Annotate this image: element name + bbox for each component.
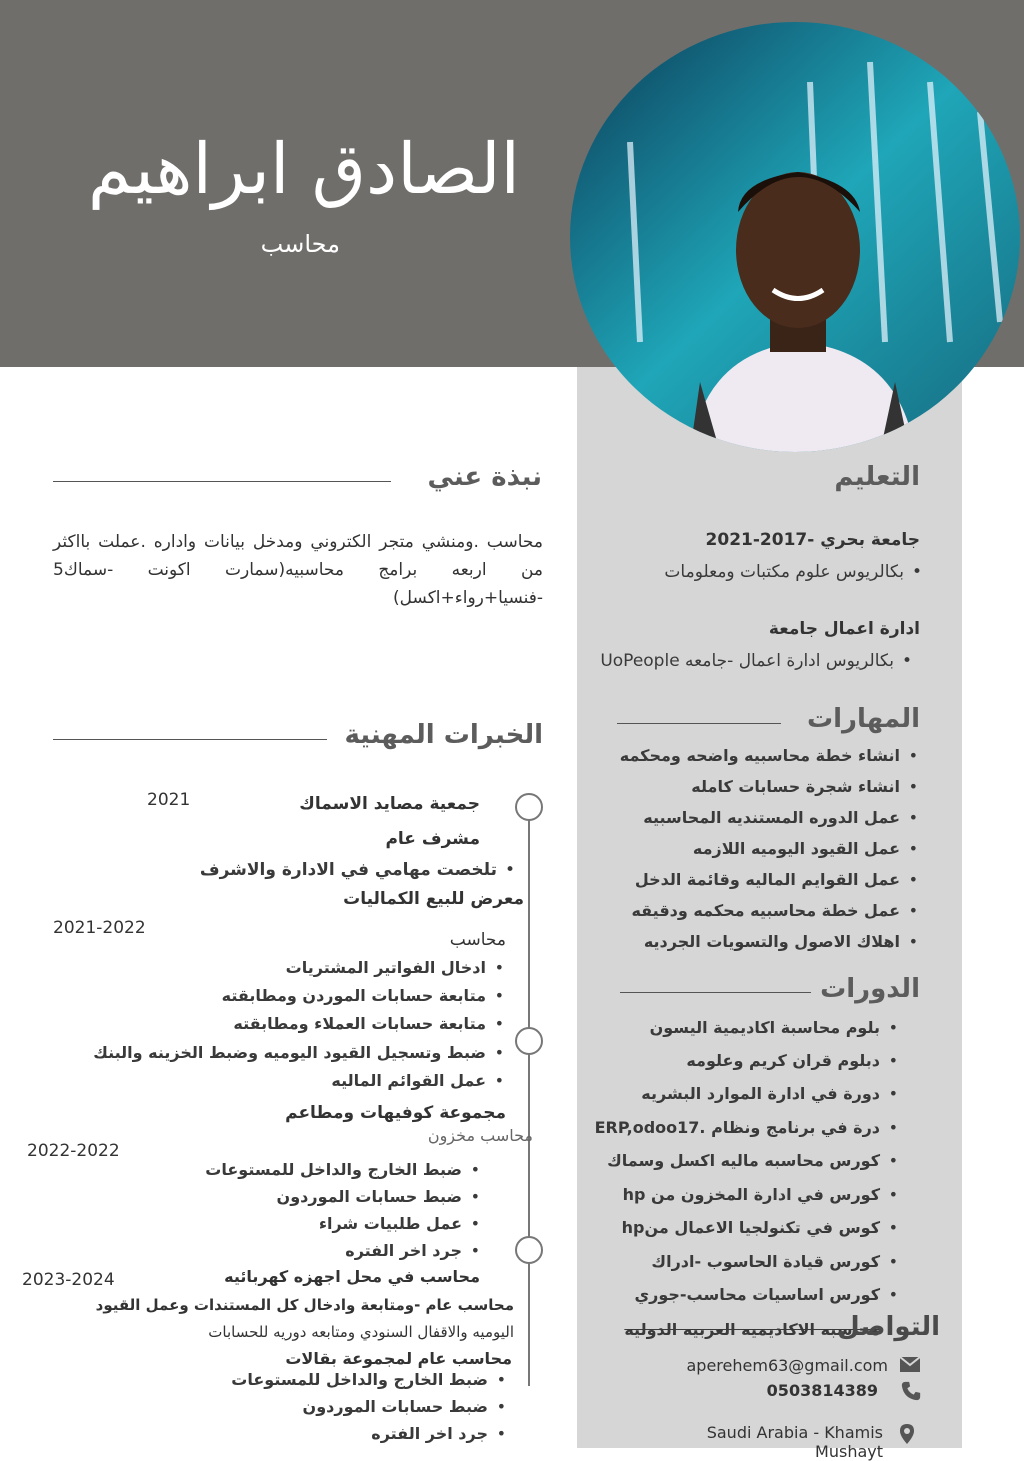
profile-job-title: محاسب: [260, 230, 340, 258]
job-year: 2023-2024: [22, 1270, 115, 1290]
education-entry-title: ادارة اعمال جامعة: [768, 619, 920, 639]
job-year: 2021-2022: [53, 918, 146, 938]
about-heading: نبذة عني: [427, 462, 542, 492]
list-item: • دبلوم قران كريم وعلومه: [610, 1051, 880, 1084]
courses-list-item-struck: محاسبه الاكاديميه العربيه الدوليه: [624, 1320, 880, 1339]
skills-divider: [617, 723, 781, 724]
location-pin-icon: [900, 1424, 914, 1448]
list-item: • انشاء شجرة حسابات كامله: [620, 777, 900, 808]
job-role: مشرف عام: [385, 829, 480, 849]
timeline-dot: [515, 1027, 543, 1055]
job-duties-list: [200, 860, 515, 880]
list-item: • دورة في ادارة الموارد البشريه: [610, 1084, 880, 1118]
list-item: • بكالريوس علوم مكتبات ومعلومات: [620, 562, 904, 582]
mail-icon: [900, 1357, 920, 1376]
list-item: • كوس في تكنولجيا الاعمال منhp: [610, 1218, 880, 1252]
list-item: • ضبط وتسجيل القيود اليوميه وضبط الخزينه والبنك: [100, 1043, 486, 1071]
job-role: محاسب مخزون: [427, 1126, 533, 1145]
list-item: • ضبط الخارج والداخل للمستوعات: [200, 1160, 462, 1187]
list-item: • بكالريوس ادارة اعمال -جامعه UoPeople: [600, 651, 894, 671]
list-item: • اهلاك الاصول والتسويات الجرديه: [620, 932, 900, 963]
phone-text[interactable]: 0503814389: [766, 1381, 878, 1400]
job-year: 2021: [147, 790, 191, 810]
location-text: Saudi Arabia - Khamis Mushayt: [706, 1423, 883, 1461]
courses-divider: [620, 992, 811, 993]
list-item: • كورس محاسبه ماليه اكسل وسماك: [610, 1151, 880, 1185]
list-item: • انشاء خطة محاسبيه واضحه ومحكمه: [620, 746, 900, 777]
list-item: • تلخصت مهامي في الادارة والاشرف: [200, 860, 497, 880]
profile-photo: [570, 22, 1020, 452]
job-role: محاسب: [449, 930, 506, 950]
job-description: محاسب عام -ومتابعة وادخال كل المستندات وعمل القيود: [95, 1296, 514, 1314]
list-item: • عمل الدوره المستنديه المحاسبيه: [620, 808, 900, 839]
job-company: جمعية مصايد الاسماك: [299, 794, 480, 814]
list-item: • ضبط حسابات الموردون: [200, 1397, 488, 1424]
about-divider: [53, 481, 391, 482]
experience-heading: الخبرات المهنية: [344, 720, 543, 750]
list-item: • عمل القوايم الماليه وقائمة الدخل: [620, 870, 900, 901]
timeline-dot: [515, 1236, 543, 1264]
list-item: • كورس في ادارة المخزون من hp: [610, 1185, 880, 1218]
list-item: • عمل القيود اليوميه اللازمه: [620, 839, 900, 870]
list-item: • متابعة حسابات العملاء ومطابقته: [100, 1014, 486, 1043]
skills-heading: المهارات: [806, 704, 920, 734]
job-duties-list: [200, 1370, 506, 1451]
list-item: • جرد اخر الفتره: [200, 1241, 462, 1268]
experience-divider: [53, 739, 327, 740]
timeline-dot: [515, 793, 543, 821]
job-company: معرض للبيع الكماليات: [343, 889, 524, 909]
list-item: • عمل طلبيات شراء: [200, 1214, 462, 1241]
list-item: • درة في برنامج ونظام .ERP,odoo17: [610, 1118, 880, 1151]
profile-name: الصادق ابراهيم: [87, 128, 520, 210]
education-entry-title: جامعة بحري -2017-2021: [705, 530, 920, 550]
education-list: [620, 562, 922, 582]
courses-list: [594, 1018, 898, 1315]
list-item: • ضبط الخارج والداخل للمستوعات: [200, 1370, 488, 1397]
list-item: • ادخال الفواتير المشتريات: [100, 958, 486, 986]
list-item: • كورس اساسيات محاسب-جوري: [610, 1285, 880, 1315]
list-item: • بلوم محاسبة اكاديمية اليسون: [610, 1018, 880, 1051]
education-heading: التعليم: [834, 462, 920, 492]
job-company: محاسب عام لمجموعة بقالات: [285, 1349, 512, 1368]
list-item: • عمل خطة محاسبيه محكمه ودقيقه: [620, 901, 900, 932]
job-company: محاسب في محل اجهزه كهربائيه: [224, 1267, 480, 1286]
skills-list: [620, 746, 918, 963]
phone-icon: [900, 1380, 922, 1406]
experience-timeline: [528, 806, 530, 1386]
list-item: • متابعة حسابات الموردن ومطابقته: [100, 986, 486, 1014]
contact-heading: التواصل: [837, 1312, 940, 1342]
job-duties-list: [93, 958, 504, 1099]
job-year: 2022-2022: [27, 1141, 120, 1161]
email-text[interactable]: aperehem63@gmail.com: [686, 1356, 888, 1375]
list-item: • ضبط حسابات الموردون: [200, 1187, 462, 1214]
about-text: محاسب .ومنشي متجر الكتروني ومدخل بيانات واداره .عملت بااكثر من اربعه برامج محاسبيه(سمارت اكونت -سماك5 -فنسيا+رواء+اكسل): [53, 532, 543, 608]
education-list: [600, 651, 912, 671]
courses-heading: الدورات: [820, 974, 920, 1004]
job-description: اليوميه والاقفال السنودي ومتابعه دوريه للحسابات: [208, 1323, 514, 1341]
job-duties-list: [200, 1160, 480, 1268]
list-item: • جرد اخر الفتره: [200, 1424, 488, 1451]
job-company: مجموعة كوفيهات ومطاعم: [285, 1103, 506, 1123]
list-item: • عمل القوائم الماليه: [100, 1071, 486, 1099]
list-item: • كورس قيادة الحاسوب -ادراك: [610, 1252, 880, 1285]
